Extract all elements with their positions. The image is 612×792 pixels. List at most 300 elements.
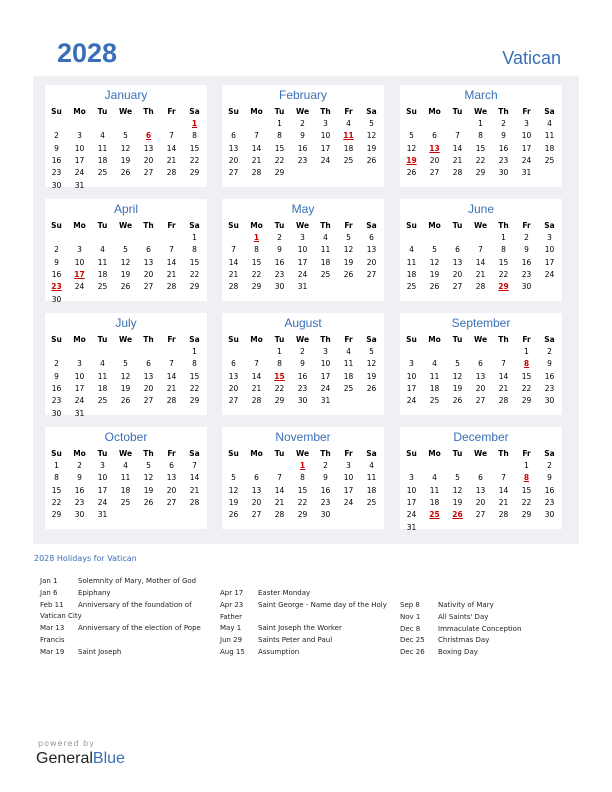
day-cell: 4	[547, 119, 552, 128]
day-cell: 2	[54, 131, 59, 141]
day-cell: 20	[143, 269, 154, 279]
day-cell: 21	[166, 383, 177, 393]
month-name: January	[104, 88, 148, 102]
day-cell: 5	[231, 473, 236, 483]
day-cell: 27	[452, 282, 463, 292]
day-cell: 21	[166, 269, 177, 279]
day-cell: 12	[120, 257, 131, 267]
day-cell: 29	[274, 168, 285, 178]
weekday-header: Th	[498, 449, 509, 458]
day-cell: 26	[366, 155, 377, 165]
day-cell: 24	[74, 168, 85, 178]
day-cell: 24	[544, 269, 555, 279]
weekday-header: We	[118, 221, 133, 230]
generalblue-logo[interactable]	[36, 750, 125, 768]
day-cell: 4	[369, 461, 374, 470]
weekday-header: Mo	[250, 449, 263, 458]
day-cell: 1	[524, 347, 529, 356]
day-cell: 28	[166, 396, 177, 406]
holiday-name-continued: Francis	[40, 636, 65, 644]
day-cell: 12	[120, 143, 131, 153]
day-cell: 9	[547, 473, 552, 483]
day-cell: 9	[300, 359, 305, 369]
weekday-header: Fr	[167, 107, 176, 116]
day-cell: 5	[369, 347, 374, 356]
day-cell: 18	[320, 257, 331, 267]
day-cell: 29	[189, 396, 200, 406]
month-name: April	[113, 202, 138, 216]
weekday-header: Th	[320, 107, 331, 116]
day-cell: 22	[189, 269, 200, 279]
day-cell: 4	[123, 461, 128, 470]
weekday-header: Sa	[366, 335, 377, 344]
weekday-header: Tu	[274, 221, 285, 230]
day-cell: 19	[452, 383, 463, 393]
day-cell: 12	[366, 359, 377, 369]
day-cell: 4	[346, 347, 351, 356]
brand-blue: Blue	[92, 750, 125, 767]
weekday-header: Fr	[344, 335, 353, 344]
month-august	[222, 313, 384, 415]
day-cell: 30	[521, 282, 532, 292]
day-cell: 8	[300, 473, 305, 483]
day-cell: 27	[366, 269, 377, 279]
weekday-header: We	[118, 335, 133, 344]
weekday-header: We	[118, 449, 133, 458]
day-cell: 12	[143, 473, 154, 483]
holiday-name: Immaculate Conception	[438, 624, 522, 633]
weekday-header: Fr	[522, 221, 531, 230]
day-cell: 12	[366, 131, 377, 141]
day-cell: 24	[406, 396, 417, 406]
month-name: October	[104, 430, 148, 444]
weekday-header: Tu	[452, 335, 463, 344]
day-cell: 25	[366, 497, 377, 507]
holiday-day-cell: 8	[523, 473, 530, 483]
day-cell: 13	[143, 143, 154, 153]
day-cell: 10	[74, 371, 85, 381]
day-cell: 10	[297, 245, 308, 255]
day-cell: 10	[406, 371, 417, 381]
day-cell: 26	[406, 168, 417, 178]
day-cell: 30	[544, 396, 555, 406]
day-cell: 2	[54, 245, 59, 255]
weekday-header: Su	[228, 335, 239, 344]
holiday-date: May 1	[220, 624, 242, 633]
day-cell: 15	[498, 257, 509, 267]
day-cell: 9	[277, 245, 282, 255]
day-cell: 4	[100, 359, 105, 369]
day-cell: 21	[251, 155, 262, 165]
day-cell: 2	[501, 119, 506, 128]
weekday-header: We	[295, 107, 310, 116]
day-cell: 15	[521, 371, 532, 381]
holiday-name-continued: Father	[220, 612, 243, 621]
day-cell: 11	[366, 473, 377, 483]
weekday-header: Fr	[344, 221, 353, 230]
day-cell: 21	[228, 269, 239, 279]
weekday-header: We	[118, 107, 133, 116]
day-cell: 31	[97, 510, 108, 520]
day-cell: 13	[475, 485, 486, 495]
day-cell: 30	[51, 294, 62, 304]
weekday-header: Th	[498, 335, 509, 344]
holiday-name: All Saints' Day	[438, 612, 489, 621]
day-cell: 30	[274, 282, 285, 292]
holiday-date: Dec 26	[400, 648, 425, 657]
day-cell: 28	[498, 510, 509, 520]
day-cell: 7	[501, 473, 506, 483]
day-cell: 17	[74, 155, 85, 165]
holiday-day-cell: 29	[498, 282, 509, 292]
day-cell: 13	[452, 257, 463, 267]
powered-by-text: powered by	[38, 739, 95, 748]
day-cell: 16	[320, 485, 331, 495]
day-cell: 2	[77, 461, 82, 470]
holiday-day-cell: 8	[523, 359, 530, 369]
day-cell: 30	[51, 408, 62, 418]
holiday-day-cell: 23	[51, 282, 62, 292]
holiday-date: Jun 29	[220, 636, 243, 645]
day-cell: 19	[143, 485, 154, 495]
holiday-day-cell: 25	[429, 510, 440, 520]
weekday-header: Fr	[167, 449, 176, 458]
day-cell: 30	[498, 168, 509, 178]
weekday-header: Fr	[522, 449, 531, 458]
weekday-header: Fr	[344, 107, 353, 116]
day-cell: 23	[544, 497, 555, 507]
day-cell: 14	[498, 485, 509, 495]
day-cell: 16	[51, 383, 62, 393]
day-cell: 2	[547, 347, 552, 356]
day-cell: 25	[544, 155, 555, 165]
day-cell: 22	[475, 155, 486, 165]
weekday-header: Th	[320, 449, 331, 458]
day-cell: 13	[143, 257, 154, 267]
day-cell: 3	[547, 233, 552, 242]
day-cell: 23	[74, 497, 85, 507]
weekday-header: Su	[406, 449, 417, 458]
day-cell: 21	[189, 485, 200, 495]
day-cell: 26	[120, 282, 131, 292]
holiday-day-cell: 19	[406, 155, 417, 165]
day-cell: 20	[228, 155, 239, 165]
day-cell: 15	[521, 485, 532, 495]
day-cell: 9	[501, 131, 506, 141]
day-cell: 9	[77, 473, 82, 483]
day-cell: 22	[189, 383, 200, 393]
month-september	[400, 313, 562, 415]
month-name: February	[278, 88, 328, 102]
day-cell: 7	[254, 131, 259, 141]
day-cell: 4	[346, 119, 351, 128]
day-cell: 19	[120, 269, 131, 279]
holiday-date: Dec 25	[400, 636, 425, 645]
day-cell: 8	[277, 359, 282, 369]
day-cell: 31	[74, 408, 85, 418]
holiday-date: Mar 13	[40, 624, 65, 633]
day-cell: 27	[475, 396, 486, 406]
day-cell: 22	[521, 383, 532, 393]
day-cell: 10	[320, 131, 331, 141]
holiday-date: Aug 15	[220, 648, 245, 656]
day-cell: 5	[123, 131, 128, 141]
month-name: September	[451, 316, 511, 330]
day-cell: 6	[169, 461, 174, 470]
month-name: June	[467, 202, 495, 216]
day-cell: 10	[320, 359, 331, 369]
holiday-day-cell: 17	[74, 269, 85, 279]
day-cell: 6	[254, 473, 259, 483]
day-cell: 4	[100, 245, 105, 255]
day-cell: 23	[297, 155, 308, 165]
weekday-header: Mo	[428, 449, 441, 458]
holiday-date: Jan 1	[40, 577, 58, 585]
day-cell: 7	[231, 245, 236, 255]
day-cell: 11	[343, 359, 354, 369]
day-cell: 29	[297, 510, 308, 520]
month-july	[45, 313, 207, 418]
day-cell: 14	[166, 257, 177, 267]
day-cell: 17	[343, 485, 354, 495]
holiday-day-cell: 26	[452, 510, 463, 520]
day-cell: 27	[143, 396, 154, 406]
day-cell: 20	[228, 383, 239, 393]
weekday-header: We	[473, 221, 488, 230]
holiday-name: Christmas Day	[438, 636, 490, 645]
day-cell: 18	[97, 269, 108, 279]
day-cell: 3	[77, 131, 82, 141]
day-cell: 15	[189, 143, 200, 153]
weekday-header: Tu	[452, 107, 463, 116]
day-cell: 23	[544, 383, 555, 393]
weekday-header: Sa	[366, 107, 377, 116]
day-cell: 8	[54, 473, 59, 483]
weekday-header: Su	[51, 449, 62, 458]
day-cell: 18	[406, 269, 417, 279]
month-february	[222, 85, 384, 187]
holiday-day-cell: 11	[343, 131, 354, 141]
weekday-header: Mo	[73, 221, 86, 230]
day-cell: 6	[478, 359, 483, 369]
holiday-day-cell: 15	[274, 371, 285, 381]
day-cell: 10	[406, 485, 417, 495]
day-cell: 26	[452, 396, 463, 406]
holiday-name: Saint Joseph	[78, 647, 122, 656]
day-cell: 13	[228, 371, 239, 381]
day-cell: 14	[228, 257, 239, 267]
day-cell: 3	[300, 233, 305, 242]
day-cell: 1	[524, 461, 529, 470]
day-cell: 17	[297, 257, 308, 267]
weekday-header: Mo	[428, 107, 441, 116]
holiday-name: Anniversary of the foundation of	[78, 600, 192, 609]
day-cell: 10	[97, 473, 108, 483]
month-january	[45, 85, 207, 190]
day-cell: 18	[366, 485, 377, 495]
day-cell: 29	[251, 282, 262, 292]
day-cell: 16	[498, 143, 509, 153]
day-cell: 3	[409, 473, 414, 483]
month-march	[400, 85, 562, 187]
day-cell: 4	[323, 233, 328, 242]
day-cell: 9	[323, 473, 328, 483]
day-cell: 7	[169, 131, 174, 141]
weekday-header: Su	[51, 107, 62, 116]
day-cell: 4	[409, 245, 414, 255]
day-cell: 20	[475, 497, 486, 507]
day-cell: 23	[320, 497, 331, 507]
day-cell: 5	[146, 461, 151, 470]
day-cell: 21	[166, 155, 177, 165]
day-cell: 28	[166, 168, 177, 178]
day-cell: 16	[297, 371, 308, 381]
day-cell: 16	[521, 257, 532, 267]
day-cell: 19	[452, 497, 463, 507]
day-cell: 11	[97, 257, 108, 267]
weekday-header: Th	[143, 449, 154, 458]
weekday-header: Fr	[522, 107, 531, 116]
day-cell: 27	[166, 497, 177, 507]
day-cell: 28	[251, 396, 262, 406]
day-cell: 13	[143, 371, 154, 381]
weekday-header: Tu	[452, 221, 463, 230]
weekday-header: Fr	[344, 449, 353, 458]
day-cell: 17	[521, 143, 532, 153]
day-cell: 20	[366, 257, 377, 267]
day-cell: 24	[521, 155, 532, 165]
weekday-header: Th	[498, 221, 509, 230]
day-cell: 7	[169, 245, 174, 255]
day-cell: 4	[100, 131, 105, 141]
day-cell: 9	[54, 371, 59, 381]
day-cell: 27	[143, 168, 154, 178]
weekday-header: Tu	[97, 221, 108, 230]
weekday-header: We	[473, 449, 488, 458]
day-cell: 12	[452, 485, 463, 495]
day-cell: 6	[231, 131, 236, 141]
day-cell: 21	[475, 269, 486, 279]
day-cell: 3	[346, 461, 351, 470]
holiday-date: Mar 19	[40, 647, 65, 656]
day-cell: 6	[146, 359, 151, 369]
day-cell: 25	[429, 396, 440, 406]
day-cell: 21	[251, 383, 262, 393]
day-cell: 7	[254, 359, 259, 369]
day-cell: 6	[432, 131, 437, 141]
day-cell: 8	[478, 131, 483, 141]
day-cell: 7	[169, 359, 174, 369]
day-cell: 28	[452, 168, 463, 178]
weekday-header: Tu	[274, 107, 285, 116]
day-cell: 10	[74, 143, 85, 153]
day-cell: 10	[74, 257, 85, 267]
holiday-date: Apr 17	[220, 589, 244, 597]
day-cell: 12	[406, 143, 417, 153]
day-cell: 17	[406, 497, 417, 507]
day-cell: 6	[231, 359, 236, 369]
day-cell: 3	[524, 119, 529, 128]
day-cell: 18	[97, 383, 108, 393]
day-cell: 19	[228, 497, 239, 507]
day-cell: 2	[300, 119, 305, 128]
weekday-header: Sa	[544, 107, 555, 116]
holiday-name: Saint George - Name day of the Holy	[258, 600, 387, 609]
day-cell: 18	[429, 497, 440, 507]
day-cell: 16	[51, 269, 62, 279]
country-title: Vatican	[502, 48, 561, 68]
month-october	[45, 427, 207, 529]
day-cell: 26	[429, 282, 440, 292]
day-cell: 14	[251, 371, 262, 381]
day-cell: 29	[475, 168, 486, 178]
day-cell: 19	[366, 371, 377, 381]
day-cell: 25	[406, 282, 417, 292]
day-cell: 12	[228, 485, 239, 495]
day-cell: 9	[54, 143, 59, 153]
day-cell: 20	[251, 497, 262, 507]
day-cell: 15	[51, 485, 62, 495]
holiday-date: Dec 8	[400, 624, 421, 633]
day-cell: 12	[452, 371, 463, 381]
day-cell: 28	[228, 282, 239, 292]
day-cell: 7	[192, 461, 197, 470]
weekday-header: Th	[143, 107, 154, 116]
month-april	[45, 199, 207, 304]
month-name: July	[115, 316, 137, 330]
day-cell: 1	[192, 233, 197, 242]
day-cell: 19	[120, 155, 131, 165]
weekday-header: Fr	[167, 221, 176, 230]
day-cell: 17	[544, 257, 555, 267]
day-cell: 12	[120, 371, 131, 381]
day-cell: 23	[297, 383, 308, 393]
day-cell: 8	[192, 359, 197, 369]
day-cell: 27	[143, 282, 154, 292]
day-cell: 28	[475, 282, 486, 292]
day-cell: 3	[323, 347, 328, 356]
holiday-name-continued: Vatican City	[40, 612, 82, 621]
day-cell: 15	[297, 485, 308, 495]
day-cell: 21	[452, 155, 463, 165]
day-cell: 11	[97, 143, 108, 153]
day-cell: 14	[274, 485, 285, 495]
day-cell: 18	[343, 143, 354, 153]
day-cell: 11	[97, 371, 108, 381]
day-cell: 19	[120, 383, 131, 393]
day-cell: 10	[521, 131, 532, 141]
day-cell: 1	[277, 347, 282, 356]
weekday-header: Th	[320, 335, 331, 344]
weekday-header: Mo	[73, 449, 86, 458]
weekday-header: Su	[228, 449, 239, 458]
day-cell: 24	[297, 269, 308, 279]
day-cell: 4	[432, 473, 437, 483]
day-cell: 13	[166, 473, 177, 483]
weekday-header: Su	[406, 107, 417, 116]
day-cell: 15	[189, 371, 200, 381]
day-cell: 20	[143, 383, 154, 393]
day-cell: 13	[228, 143, 239, 153]
holiday-date: Nov 1	[400, 612, 421, 621]
day-cell: 21	[498, 497, 509, 507]
day-cell: 17	[406, 383, 417, 393]
month-june	[400, 199, 562, 301]
day-cell: 8	[192, 245, 197, 255]
day-cell: 13	[475, 371, 486, 381]
day-cell: 13	[366, 245, 377, 255]
day-cell: 14	[251, 143, 262, 153]
